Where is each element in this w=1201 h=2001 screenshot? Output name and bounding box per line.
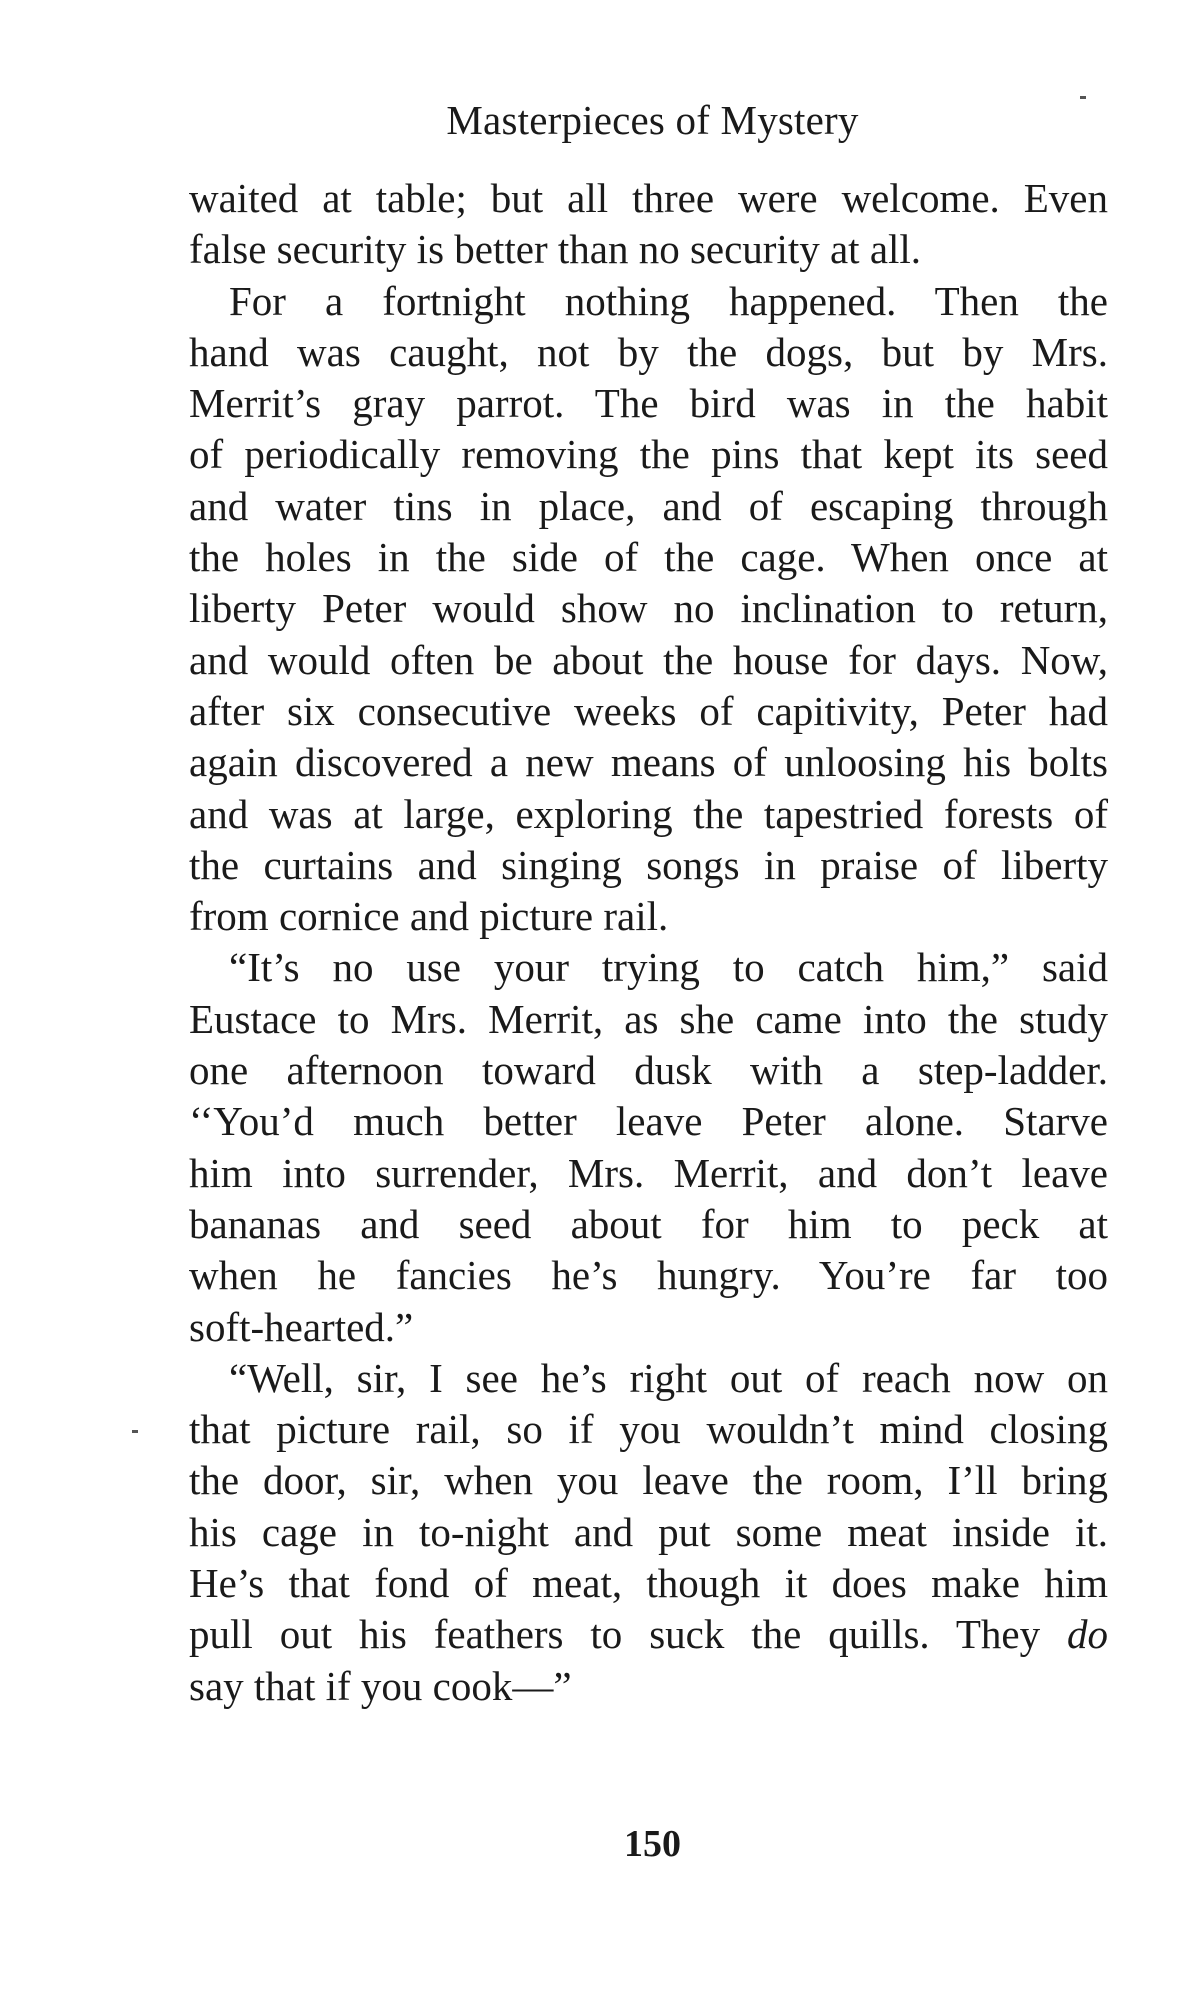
- italic-word: do: [1067, 1611, 1108, 1658]
- scan-speck: [1080, 96, 1086, 99]
- page-number: 150: [624, 1823, 681, 1865]
- text-line: ‘‘You’d much better leave Peter alone. Starve: [189, 1098, 1108, 1145]
- text-line: that picture rail, so if you wouldn’t mind closing: [189, 1406, 1108, 1453]
- text-line: liberty Peter would show no inclination to return,: [189, 585, 1108, 632]
- paragraph-4: [189, 1353, 1108, 1712]
- text-line-with-italic: [189, 1609, 1108, 1660]
- text-line: say that if you cook—”: [189, 1662, 572, 1709]
- text-line: Eustace to Mrs. Merrit, as she came into the study: [189, 995, 1108, 1042]
- text-line: For a fortnight nothing happened. Then the: [229, 277, 1108, 324]
- text-line: “It’s no use your trying to catch him,” said: [229, 944, 1108, 991]
- text-line: and would often be about the house for days. Now,: [189, 636, 1108, 683]
- scan-speck: [132, 1430, 138, 1433]
- text-line: hand was caught, not by the dogs, but by Mrs.: [189, 328, 1108, 375]
- text-line: and was at large, exploring the tapestried forests of: [189, 790, 1108, 837]
- text-line: his cage in to-night and put some meat inside it.: [189, 1508, 1108, 1555]
- paragraph-2: [189, 276, 1108, 943]
- text-line: again discovered a new means of unloosing his bolts: [189, 739, 1108, 786]
- text-line: of periodically removing the pins that kept its seed: [189, 431, 1108, 478]
- text-line: soft-hearted.”: [189, 1303, 414, 1350]
- body-text: [189, 173, 1108, 1712]
- running-head: Masterpieces of Mystery: [446, 97, 859, 143]
- text-line: false security is better than no security at all.: [189, 226, 922, 273]
- text-line: him into surrender, Mrs. Merrit, and don’t leave: [189, 1149, 1108, 1196]
- text-line: the holes in the side of the cage. When once at: [189, 534, 1108, 581]
- text-line: the door, sir, when you leave the room, I’ll bring: [189, 1457, 1108, 1504]
- text-line: “Well, sir, I see he’s right out of reach now on: [229, 1354, 1108, 1401]
- text-line: He’s that fond of meat, though it does make him: [189, 1560, 1108, 1607]
- paragraph-1: [189, 173, 1108, 276]
- text-line: one afternoon toward dusk with a step-ladder.: [189, 1047, 1108, 1094]
- text-line: bananas and seed about for him to peck at: [189, 1200, 1108, 1247]
- paragraph-3: [189, 942, 1108, 1352]
- text-line: the curtains and singing songs in praise of liberty: [189, 841, 1108, 888]
- text-line: pull out his feathers to suck the quills. They: [189, 1611, 1067, 1658]
- text-line: Merrit’s gray parrot. The bird was in the habit: [189, 380, 1108, 427]
- text-line: and water tins in place, and of escaping through: [189, 482, 1108, 529]
- text-line: waited at table; but all three were welcome. Even: [189, 175, 1108, 221]
- text-line: when he fancies he’s hungry. You’re far too: [189, 1252, 1108, 1299]
- text-line: after six consecutive weeks of capitivity, Peter had: [189, 687, 1108, 734]
- text-line: from cornice and picture rail.: [189, 893, 669, 940]
